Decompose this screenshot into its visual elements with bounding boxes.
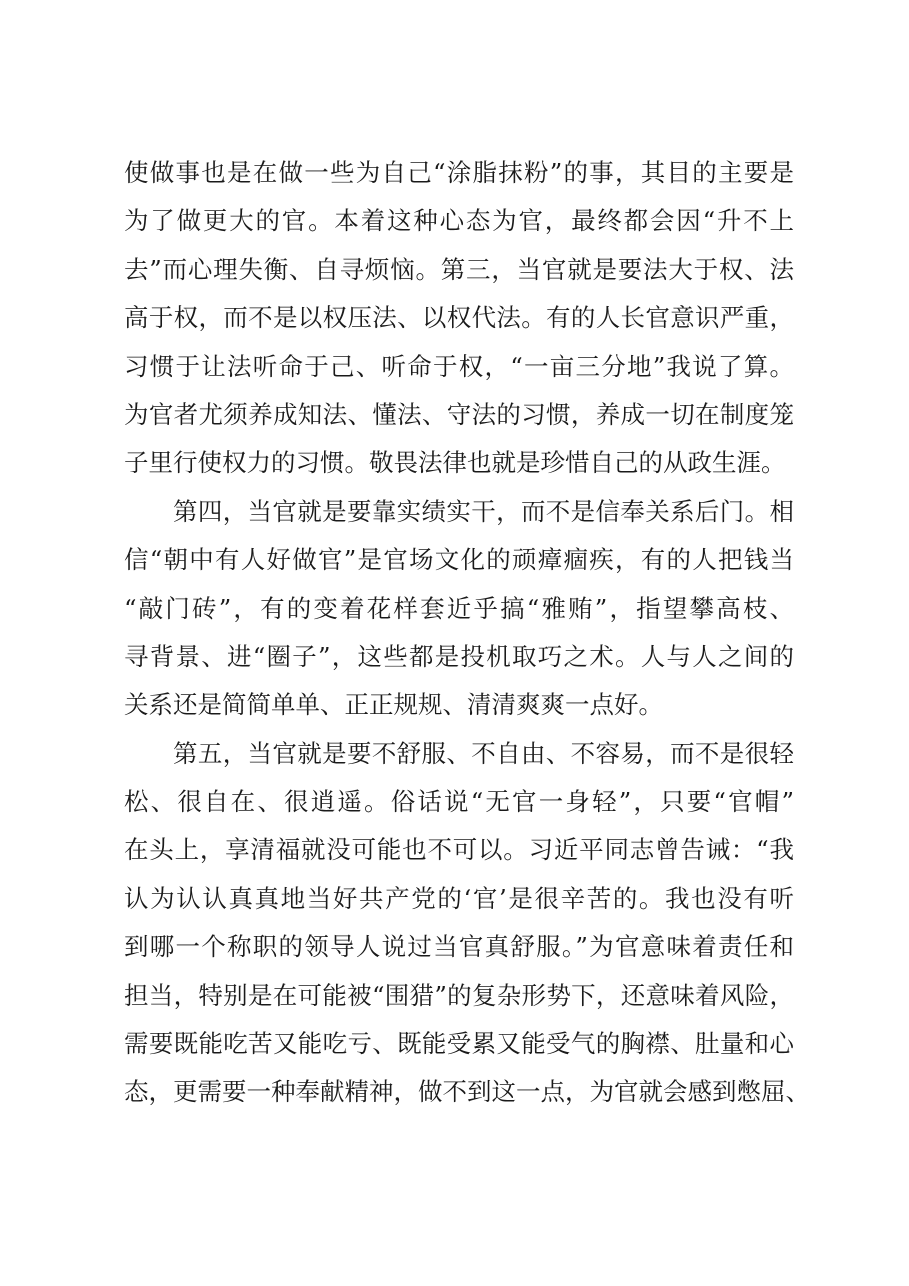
text-line: 态，更需要一种奉献精神，做不到这一点，为官就会感到憋屈、 <box>124 1077 810 1107</box>
text-line: 为了做更大的官。本着这种心态为官，最终都会因“升不上 <box>124 206 794 236</box>
paragraph-start-line: 第五，当官就是要不舒服、不自由、不容易，而不是很轻 <box>173 738 794 768</box>
text-line: 担当，特别是在可能被“围猎”的复杂形势下，还意味着风险， <box>124 980 794 1010</box>
text-line: 在头上，享清福就没可能也不可以。习近平同志曾告诫：“我 <box>124 835 794 865</box>
text-line: 寻背景、进“圈子”，这些都是投机取巧之术。人与人之间的 <box>124 641 794 671</box>
text-line: 需要既能吃苦又能吃亏、既能受累又能受气的胸襟、肚量和心 <box>124 1029 794 1059</box>
paragraph-start-line: 第四，当官就是要靠实绩实干，而不是信奉关系后门。相 <box>173 496 794 526</box>
text-line: 使做事也是在做一些为自己“涂脂抹粉”的事，其目的主要是 <box>124 158 794 187</box>
text-line: 高于权，而不是以权压法、以权代法。有的人长官意识严重， <box>124 303 794 333</box>
text-line: 信“朝中有人好做官”是官场文化的顽瘴痼疾，有的人把钱当 <box>124 545 794 575</box>
text-line: 关系还是简简单单、正正规规、清清爽爽一点好。 <box>124 690 663 720</box>
text-line: 子里行使权力的习惯。敬畏法律也就是珍惜自己的从政生涯。 <box>124 448 786 478</box>
text-line: 去”而心理失衡、自寻烦恼。第三，当官就是要法大于权、法 <box>124 254 794 284</box>
text-line: 为官者尤须养成知法、懂法、守法的习惯，养成一切在制度笼 <box>124 399 794 429</box>
text-line: 认为认认真真地当好共产党的‘官’是很辛苦的。我也没有听 <box>124 883 794 913</box>
text-line: 习惯于让法听命于己、听命于权，“一亩三分地”我说了算。 <box>124 351 794 381</box>
text-line: 到哪一个称职的领导人说过当官真舒服。”为官意味着责任和 <box>124 932 794 962</box>
document-body <box>124 149 824 1117</box>
text-line: 松、很自在、很逍遥。俗话说“无官一身轻”，只要“官帽” <box>124 787 794 817</box>
text-line: “敲门砖”，有的变着花样套近乎搞“雅贿”，指望攀高枝、 <box>124 593 794 623</box>
